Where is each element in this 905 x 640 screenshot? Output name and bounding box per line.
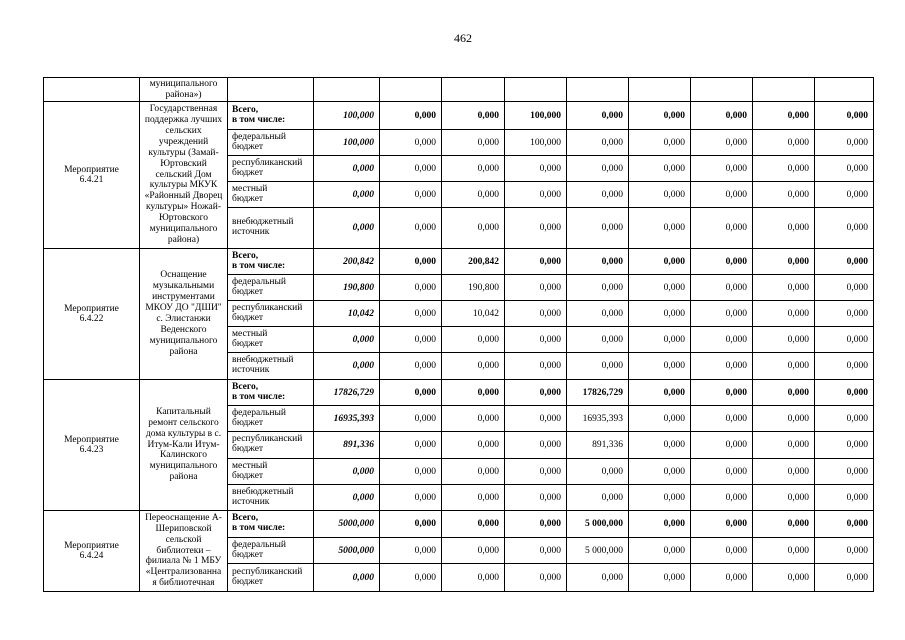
total-amount-cell: 16935,393 (314, 406, 380, 432)
funding-source-line: источник (232, 496, 270, 507)
amount-cell: 0,000 (442, 182, 505, 208)
total-amount-cell: 200,842 (314, 249, 380, 275)
funding-source-line: федеральный (232, 539, 286, 550)
amount-cell: 0,000 (629, 275, 691, 301)
total-amount-cell: 100,000 (314, 130, 380, 156)
amount-cell: 0,000 (629, 432, 691, 459)
empty-cell (314, 78, 380, 102)
funding-source-line: источник (232, 227, 270, 237)
event-label: Мероприятие (64, 435, 119, 445)
amount-cell: 0,000 (380, 130, 442, 156)
total-amount-cell: 891,336 (314, 432, 380, 459)
description-line: «Районный Дворец (144, 191, 223, 202)
amount-cell: 0,000 (442, 406, 505, 432)
table-row (44, 78, 874, 102)
amount-cell: 0,000 (567, 275, 629, 301)
amount-cell: 0,000 (691, 327, 753, 353)
amount-cell: 0,000 (505, 275, 567, 301)
funding-source-line: бюджет (232, 193, 264, 204)
amount-cell: 5 000,000 (567, 511, 629, 538)
amount-cell: 0,000 (442, 327, 505, 353)
description-line: Оснащение (160, 270, 207, 281)
empty-cell (691, 78, 753, 102)
description-line: сельских (165, 125, 202, 136)
amount-cell: 0,000 (380, 564, 442, 592)
empty-cell (815, 78, 874, 102)
amount-cell: 100,000 (505, 130, 567, 156)
amount-cell: 0,000 (567, 130, 629, 156)
amount-cell: 0,000 (380, 327, 442, 353)
amount-cell: 0,000 (442, 485, 505, 511)
total-amount-cell: 5000,000 (314, 511, 380, 538)
description-line: Калинского (160, 450, 207, 461)
amount-cell: 0,000 (380, 353, 442, 380)
amount-cell: 0,000 (815, 327, 874, 353)
funding-source-line: федеральный (232, 407, 286, 418)
amount-cell: 0,000 (380, 249, 442, 275)
amount-cell: 190,800 (442, 275, 505, 301)
total-amount-cell: 0,000 (314, 327, 380, 353)
funding-source-line: бюджет (232, 286, 264, 297)
amount-cell: 0,000 (442, 353, 505, 380)
amount-cell: 0,000 (815, 208, 874, 249)
description-line: музыкальными (152, 281, 215, 292)
amount-cell: 0,000 (753, 327, 815, 353)
event-cell (44, 511, 140, 592)
amount-cell: 0,000 (753, 301, 815, 327)
funding-source-line: бюджет (232, 576, 264, 587)
event-cell (44, 102, 140, 249)
description-cell (140, 511, 228, 592)
description-line: района) (167, 234, 200, 245)
amount-cell: 0,000 (691, 538, 753, 564)
funding-source-line: федеральный (232, 131, 286, 142)
amount-cell: 10,042 (442, 301, 505, 327)
funding-source-cell (228, 380, 314, 406)
event-code: 6.4.23 (79, 445, 104, 455)
amount-cell: 0,000 (442, 538, 505, 564)
description-line: дома культуры в с. (145, 428, 222, 439)
amount-cell: 0,000 (505, 208, 567, 249)
amount-cell: 0,000 (505, 156, 567, 182)
event-label: Мероприятие (64, 165, 119, 175)
amount-cell: 0,000 (629, 406, 691, 432)
total-amount-cell: 0,000 (314, 564, 380, 592)
event-group (44, 102, 874, 249)
amount-cell: 0,000 (753, 102, 815, 130)
amount-cell: 0,000 (753, 459, 815, 485)
description-line: Веденского (160, 324, 207, 335)
funding-source-cell (228, 459, 314, 485)
amount-cell: 0,000 (567, 353, 629, 380)
amount-cell: 0,000 (691, 182, 753, 208)
amount-cell: 0,000 (442, 459, 505, 485)
total-amount-cell: 190,800 (314, 275, 380, 301)
amount-cell: 0,000 (815, 249, 874, 275)
description-line: культуры» Ножай- (146, 202, 221, 213)
amount-cell: 0,000 (753, 353, 815, 380)
description-line: поддержка лучших (144, 115, 223, 126)
funding-source-cell (228, 511, 314, 538)
description-line: муниципального (149, 461, 218, 472)
description-line: сельской (165, 534, 202, 545)
amount-cell: 0,000 (505, 538, 567, 564)
funding-source-line: бюджет (232, 141, 264, 152)
amount-cell: 891,336 (567, 432, 629, 459)
funding-source-line: бюджет (232, 549, 264, 560)
amount-cell: 0,000 (815, 182, 874, 208)
amount-cell: 0,000 (815, 130, 874, 156)
amount-cell: 0,000 (815, 406, 874, 432)
amount-cell: 0,000 (505, 182, 567, 208)
funding-source-cell (228, 156, 314, 182)
funding-source-line: бюджет (232, 167, 264, 178)
total-amount-cell: 0,000 (314, 459, 380, 485)
description-cell (140, 102, 228, 249)
funding-source-line: местный (232, 460, 268, 471)
amount-cell: 0,000 (505, 380, 567, 406)
funding-source-cell (228, 327, 314, 353)
description-line: муниципального (149, 224, 218, 235)
amount-cell: 0,000 (567, 327, 629, 353)
amount-cell: 0,000 (691, 406, 753, 432)
amount-cell: 0,000 (753, 380, 815, 406)
amount-cell: 0,000 (380, 182, 442, 208)
funding-source-cell (228, 538, 314, 564)
funding-source-line: местный (232, 183, 268, 194)
funding-source-line: Всего, (232, 513, 259, 524)
amount-cell: 0,000 (567, 564, 629, 592)
funding-source-line: в том числе: (232, 391, 286, 402)
funding-source-line: в том числе: (232, 523, 286, 533)
amount-cell: 0,000 (505, 485, 567, 511)
amount-cell: 0,000 (380, 208, 442, 249)
event-code: 6.4.22 (79, 314, 104, 324)
funding-source-line: бюджет (232, 444, 264, 454)
amount-cell: 0,000 (691, 353, 753, 380)
amount-cell: 0,000 (753, 511, 815, 538)
amount-cell: 0,000 (505, 511, 567, 538)
amount-cell: 0,000 (691, 102, 753, 130)
amount-cell: 0,000 (815, 102, 874, 130)
amount-cell: 0,000 (691, 511, 753, 538)
amount-cell: 0,000 (505, 432, 567, 459)
amount-cell: 0,000 (567, 182, 629, 208)
total-amount-cell: 100,000 (314, 102, 380, 130)
funding-source-cell (228, 485, 314, 511)
amount-cell: 0,000 (505, 459, 567, 485)
amount-cell: 0,000 (380, 102, 442, 130)
funding-source-line: бюджет (232, 470, 264, 481)
amount-cell: 0,000 (629, 459, 691, 485)
amount-cell: 0,000 (380, 511, 442, 538)
description-line: культуры (Замай- (148, 147, 219, 158)
funding-source-line: в том числе: (232, 260, 286, 271)
funding-source-cell (228, 102, 314, 130)
description-line: сельский Дом (155, 169, 212, 180)
funding-source-cell (228, 208, 314, 249)
funding-source-cell (228, 249, 314, 275)
amount-cell: 0,000 (815, 511, 874, 538)
amount-cell: 17826,729 (567, 380, 629, 406)
event-label: Мероприятие (64, 304, 119, 314)
amount-cell: 0,000 (691, 564, 753, 592)
amount-cell: 0,000 (691, 208, 753, 249)
amount-cell: 0,000 (815, 432, 874, 459)
description-line: Капитальный (156, 406, 211, 417)
funding-source-line: источник (232, 365, 270, 375)
amount-cell: 0,000 (753, 182, 815, 208)
amount-cell: 0,000 (442, 380, 505, 406)
amount-cell: 5 000,000 (567, 538, 629, 564)
table-row (44, 102, 874, 130)
amount-cell: 0,000 (691, 301, 753, 327)
amount-cell: 0,000 (815, 459, 874, 485)
funding-source-line: внебюджетный (232, 486, 294, 497)
amount-cell: 0,000 (629, 564, 691, 592)
event-code: 6.4.21 (79, 175, 104, 185)
total-amount-cell: 0,000 (314, 156, 380, 182)
description-line: района (169, 472, 198, 483)
description-cell (140, 249, 228, 380)
amount-cell: 0,000 (567, 249, 629, 275)
event-group (44, 511, 874, 592)
amount-cell: 0,000 (629, 182, 691, 208)
description-line: Юртовский (160, 158, 207, 169)
amount-cell: 0,000 (380, 406, 442, 432)
funding-source-line: республиканский (232, 302, 303, 313)
event-cell (44, 249, 140, 380)
amount-cell: 0,000 (442, 208, 505, 249)
total-amount-cell: 5000,000 (314, 538, 380, 564)
amount-cell: 0,000 (691, 156, 753, 182)
description-line: Юртовского (158, 213, 209, 224)
table-row (44, 249, 874, 275)
total-amount-cell: 10,042 (314, 301, 380, 327)
amount-cell: 0,000 (380, 485, 442, 511)
funding-source-line: бюджет (232, 338, 264, 349)
funding-source-cell (228, 275, 314, 301)
description-line: МКОУ ДО "ДШИ" (145, 303, 222, 314)
funding-source-cell (228, 406, 314, 432)
total-amount-cell: 0,000 (314, 208, 380, 249)
amount-cell: 0,000 (442, 102, 505, 130)
empty-cell (380, 78, 442, 102)
total-amount-cell: 17826,729 (314, 380, 380, 406)
amount-cell: 0,000 (380, 538, 442, 564)
total-amount-cell: 0,000 (314, 182, 380, 208)
amount-cell: 0,000 (753, 156, 815, 182)
amount-cell: 0,000 (629, 511, 691, 538)
amount-cell: 0,000 (567, 156, 629, 182)
description-line: Итум-Кали Итум- (147, 439, 220, 450)
amount-cell: 0,000 (753, 432, 815, 459)
amount-cell: 0,000 (815, 485, 874, 511)
amount-cell: 0,000 (815, 353, 874, 380)
table-row (44, 380, 874, 406)
description-line: инструментами (152, 292, 215, 303)
total-amount-cell: 0,000 (314, 353, 380, 380)
amount-cell: 0,000 (691, 432, 753, 459)
amount-cell: 0,000 (505, 327, 567, 353)
amount-cell: 0,000 (629, 102, 691, 130)
description-line: «Централизованна (145, 567, 222, 578)
amount-cell: 0,000 (567, 485, 629, 511)
amount-cell: 0,000 (815, 275, 874, 301)
amount-cell: 0,000 (567, 208, 629, 249)
amount-cell: 0,000 (380, 156, 442, 182)
amount-cell: 0,000 (753, 564, 815, 592)
event-group (44, 249, 874, 380)
description-line: я библиотечная (152, 578, 215, 589)
budget-table (43, 77, 874, 592)
amount-cell: 0,000 (380, 301, 442, 327)
description-line: филиала № 1 МБУ (145, 556, 222, 567)
description-line: муниципального (149, 78, 218, 89)
description-line: Переоснащение А- (145, 512, 222, 523)
funding-source-line: республиканский (232, 157, 303, 168)
empty-cell (228, 78, 314, 102)
description-line: района (169, 346, 198, 357)
funding-source-line: местный (232, 328, 268, 339)
funding-source-line: федеральный (232, 276, 286, 287)
funding-source-cell (228, 432, 314, 459)
description-line: с. Элистанжи (156, 314, 211, 324)
amount-cell: 0,000 (815, 301, 874, 327)
amount-cell: 0,000 (629, 249, 691, 275)
amount-cell: 0,000 (505, 301, 567, 327)
amount-cell: 0,000 (691, 459, 753, 485)
description-cell (140, 78, 228, 102)
funding-source-cell (228, 353, 314, 380)
amount-cell: 0,000 (753, 538, 815, 564)
empty-cell (629, 78, 691, 102)
amount-cell: 0,000 (505, 406, 567, 432)
funding-source-cell (228, 564, 314, 592)
empty-cell (442, 78, 505, 102)
funding-source-line: Всего, (232, 104, 259, 115)
amount-cell: 0,000 (753, 130, 815, 156)
amount-cell: 0,000 (691, 130, 753, 156)
funding-source-line: в том числе: (232, 114, 286, 125)
funding-source-line: республиканский (232, 566, 303, 577)
amount-cell: 0,000 (567, 459, 629, 485)
amount-cell: 0,000 (815, 156, 874, 182)
funding-source-line: бюджет (232, 312, 264, 323)
description-line: района») (165, 89, 202, 100)
description-line: Шериповской (155, 523, 212, 534)
description-line: ремонт сельского (148, 417, 219, 428)
amount-cell: 0,000 (753, 275, 815, 301)
amount-cell: 0,000 (380, 459, 442, 485)
amount-cell: 0,000 (815, 538, 874, 564)
amount-cell: 16935,393 (567, 406, 629, 432)
amount-cell: 0,000 (505, 564, 567, 592)
continuation-section (44, 78, 874, 102)
amount-cell: 0,000 (629, 208, 691, 249)
funding-source-line: внебюджетный (232, 217, 294, 228)
amount-cell: 0,000 (629, 380, 691, 406)
amount-cell: 0,000 (380, 380, 442, 406)
amount-cell: 0,000 (380, 275, 442, 301)
funding-source-cell (228, 182, 314, 208)
funding-source-line: Всего, (232, 250, 259, 261)
description-line: Государственная (149, 104, 218, 115)
event-group (44, 380, 874, 511)
amount-cell: 0,000 (505, 249, 567, 275)
amount-cell: 0,000 (691, 275, 753, 301)
amount-cell: 0,000 (629, 130, 691, 156)
funding-source-line: бюджет (232, 417, 264, 428)
page-number: 462 (454, 31, 472, 45)
amount-cell: 0,000 (629, 485, 691, 511)
amount-cell: 0,000 (629, 538, 691, 564)
description-cell (140, 380, 228, 511)
funding-source-cell (228, 130, 314, 156)
amount-cell: 0,000 (505, 353, 567, 380)
description-line: культуры МКУК (149, 180, 218, 191)
amount-cell: 0,000 (629, 327, 691, 353)
total-amount-cell: 0,000 (314, 485, 380, 511)
amount-cell: 0,000 (691, 249, 753, 275)
amount-cell: 0,000 (629, 353, 691, 380)
amount-cell: 0,000 (815, 380, 874, 406)
amount-cell: 0,000 (629, 301, 691, 327)
event-label: Мероприятие (64, 541, 119, 551)
amount-cell: 0,000 (691, 485, 753, 511)
amount-cell: 0,000 (380, 432, 442, 459)
empty-cell (567, 78, 629, 102)
amount-cell: 0,000 (442, 564, 505, 592)
amount-cell: 0,000 (567, 301, 629, 327)
description-line: библиотеки – (156, 545, 211, 556)
amount-cell: 0,000 (629, 156, 691, 182)
funding-source-line: Всего, (232, 381, 259, 392)
amount-cell: 0,000 (691, 380, 753, 406)
amount-cell: 0,000 (442, 130, 505, 156)
event-cell (44, 380, 140, 511)
funding-source-line: внебюджетный (232, 355, 294, 366)
description-line: муниципального (149, 335, 218, 346)
amount-cell: 200,842 (442, 249, 505, 275)
amount-cell: 0,000 (442, 511, 505, 538)
funding-source-cell (228, 301, 314, 327)
amount-cell: 100,000 (505, 102, 567, 130)
funding-source-line: республиканский (232, 434, 303, 445)
empty-cell (753, 78, 815, 102)
amount-cell: 0,000 (442, 432, 505, 459)
amount-cell: 0,000 (753, 406, 815, 432)
description-line: учреждений (158, 136, 209, 147)
empty-cell (44, 78, 140, 102)
amount-cell: 0,000 (442, 156, 505, 182)
amount-cell: 0,000 (753, 485, 815, 511)
amount-cell: 0,000 (567, 102, 629, 130)
amount-cell: 0,000 (815, 564, 874, 592)
table-row (44, 511, 874, 538)
empty-cell (505, 78, 567, 102)
amount-cell: 0,000 (753, 249, 815, 275)
event-code: 6.4.24 (79, 551, 104, 561)
amount-cell: 0,000 (753, 208, 815, 249)
